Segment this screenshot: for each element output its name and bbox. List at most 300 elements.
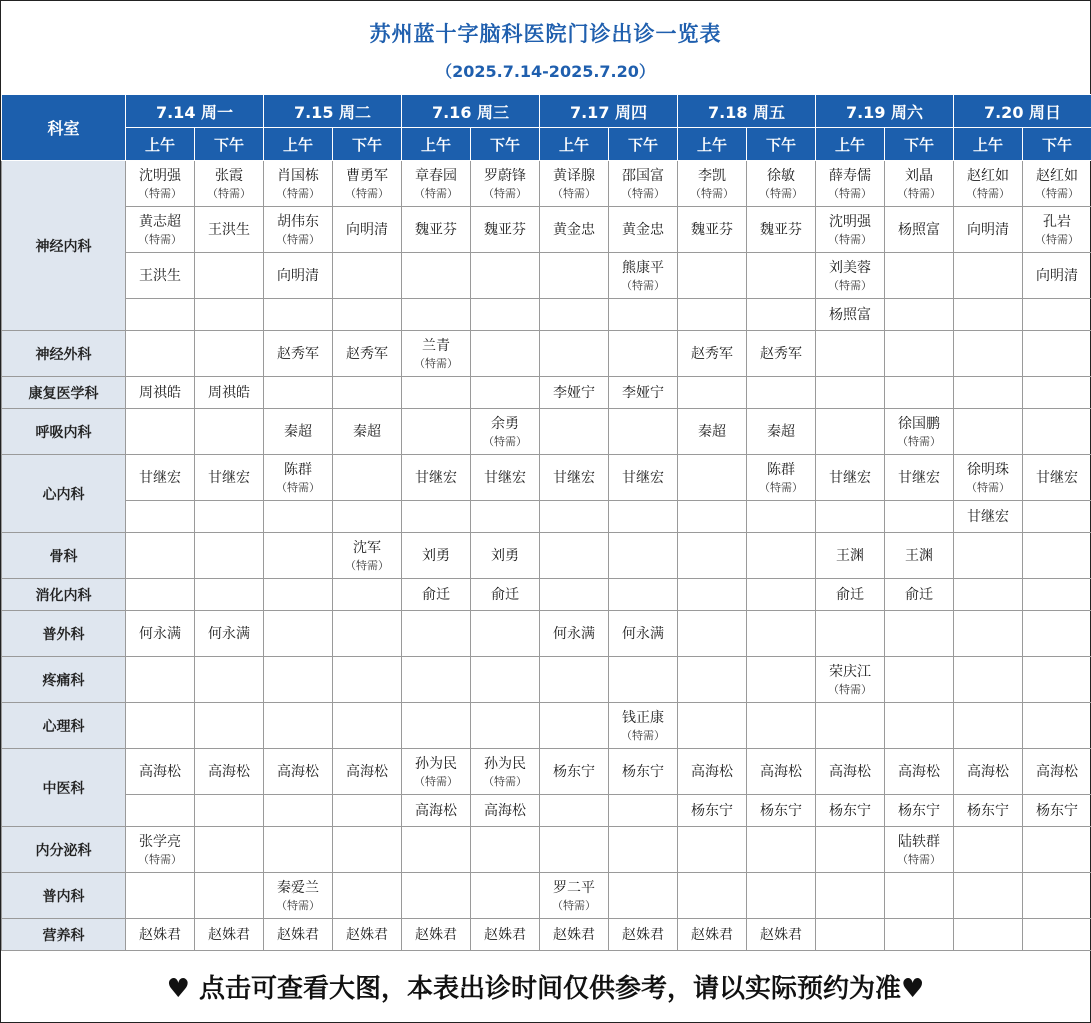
department-name: 营养科 [2,919,126,951]
day-header: 7.19 周六 [816,95,954,128]
schedule-cell [609,579,678,611]
schedule-cell [954,703,1023,749]
schedule-cell [402,377,471,409]
department-name: 骨科 [2,533,126,579]
special-clinic-tag: （特需） [276,232,320,246]
schedule-cell [885,377,954,409]
day-header-row [2,95,1091,128]
doctor-name: 向明清 [1036,267,1078,284]
schedule-cell [885,827,954,873]
special-clinic-tag: （特需） [483,774,527,788]
doctor-name: 赵姝君 [277,926,319,943]
schedule-cell [678,377,747,409]
doctor-name: 甘继宏 [208,469,250,486]
doctor-name: 甘继宏 [139,469,181,486]
schedule-cell [540,827,609,873]
special-clinic-tag: （特需） [690,186,734,200]
doctor-name: 杨东宁 [1036,802,1078,819]
schedule-cell [402,409,471,455]
schedule-cell [402,207,471,253]
schedule-cell [195,377,264,409]
table-row [2,611,1091,657]
doctor-name: 黄译腺 [553,167,595,184]
schedule-cell [471,919,540,951]
schedule-cell [678,657,747,703]
doctor-name: 兰青 [422,337,450,354]
doctor-name: 俞迁 [905,586,933,603]
special-clinic-tag: （特需） [138,852,182,866]
special-clinic-tag: （特需） [552,898,596,912]
schedule-cell [402,657,471,703]
morning-header: 上午 [264,128,333,161]
special-clinic-tag: （特需） [828,278,872,292]
doctor-name: 杨东宁 [622,763,664,780]
schedule-cell [402,299,471,331]
schedule-cell [1023,579,1091,611]
doctor-name: 曹勇军 [346,167,388,184]
doctor-name: 俞迁 [422,586,450,603]
doctor-name: 孙为民 [484,755,526,772]
department-name: 中医科 [2,749,126,827]
special-clinic-tag: （特需） [552,186,596,200]
schedule-cell [333,299,402,331]
schedule-cell [885,749,954,795]
doctor-name: 高海松 [415,802,457,819]
schedule-cell [747,455,816,501]
doctor-name: 肖国栋 [277,167,319,184]
schedule-cell [678,703,747,749]
schedule-cell [126,703,195,749]
doctor-name: 杨照富 [829,306,871,323]
schedule-cell [609,657,678,703]
day-header: 7.17 周四 [540,95,678,128]
schedule-cell [195,749,264,795]
schedule-cell [609,409,678,455]
table-row [2,579,1091,611]
schedule-cell [540,795,609,827]
special-clinic-tag: （特需） [414,774,458,788]
schedule-cell [540,161,609,207]
schedule-cell [333,455,402,501]
schedule-cell [126,377,195,409]
doctor-name: 罗二平 [553,879,595,896]
schedule-cell [816,919,885,951]
special-clinic-tag: （特需） [966,186,1010,200]
schedule-cell [126,207,195,253]
special-clinic-tag: （特需） [1035,186,1079,200]
doctor-name: 薛寿儒 [829,167,871,184]
schedule-cell [885,611,954,657]
schedule-cell [954,161,1023,207]
schedule-cell [747,657,816,703]
doctor-name: 李娅宁 [622,384,664,401]
doctor-name: 向明清 [277,267,319,284]
schedule-cell [264,703,333,749]
schedule-cell [1023,501,1091,533]
schedule-cell [1023,873,1091,919]
doctor-name: 周祺皓 [208,384,250,401]
schedule-cell [126,161,195,207]
schedule-cell [471,207,540,253]
schedule-cell [747,827,816,873]
doctor-name: 赵姝君 [139,926,181,943]
schedule-cell [816,749,885,795]
schedule-cell [954,749,1023,795]
doctor-name: 王洪生 [139,267,181,284]
schedule-cell [471,795,540,827]
doctor-name: 何永满 [553,625,595,642]
schedule-cell [609,377,678,409]
schedule-cell [816,299,885,331]
schedule-cell [747,161,816,207]
schedule-cell [816,409,885,455]
schedule-cell [1023,331,1091,377]
schedule-cell [885,533,954,579]
schedule-cell [264,579,333,611]
schedule-cell [885,455,954,501]
doctor-name: 刘晶 [905,167,933,184]
doctor-name: 杨东宁 [553,763,595,780]
schedule-cell [195,455,264,501]
table-body [2,161,1091,951]
doctor-name: 张学亮 [139,833,181,850]
schedule-cell [747,409,816,455]
special-clinic-tag: （特需） [345,558,389,572]
schedule-cell [126,533,195,579]
schedule-cell [954,579,1023,611]
special-clinic-tag: （特需） [966,480,1010,494]
schedule-cell [1023,253,1091,299]
department-name: 消化内科 [2,579,126,611]
doctor-name: 赵秀军 [277,345,319,362]
doctor-name: 李凯 [698,167,726,184]
schedule-cell [402,331,471,377]
morning-header: 上午 [678,128,747,161]
doctor-name: 高海松 [898,763,940,780]
doctor-name: 何永满 [139,625,181,642]
doctor-name: 徐明珠 [967,461,1009,478]
schedule-cell [609,299,678,331]
special-clinic-tag: （特需） [621,186,665,200]
schedule-cell [954,873,1023,919]
schedule-cell [1023,161,1091,207]
schedule-cell [609,331,678,377]
schedule-cell [471,703,540,749]
schedule-cell [264,207,333,253]
table-row [2,703,1091,749]
schedule-cell [333,657,402,703]
schedule-cell [747,533,816,579]
doctor-name: 赵姝君 [484,926,526,943]
schedule-cell [540,533,609,579]
schedule-cell [126,827,195,873]
doctor-name: 沈明强 [139,167,181,184]
doctor-name: 赵红如 [967,167,1009,184]
doctor-name: 刘美蓉 [829,259,871,276]
schedule-cell [471,749,540,795]
schedule-cell [1023,611,1091,657]
afternoon-header: 下午 [195,128,264,161]
special-clinic-tag: （特需） [621,728,665,742]
schedule-cell [1023,533,1091,579]
department-name: 疼痛科 [2,657,126,703]
schedule-cell [885,919,954,951]
schedule-cell [747,795,816,827]
schedule-cell [816,827,885,873]
schedule-cell [885,161,954,207]
schedule-cell [609,795,678,827]
schedule-cell [333,253,402,299]
schedule-cell [678,827,747,873]
schedule-cell [678,299,747,331]
department-name: 内分泌科 [2,827,126,873]
schedule-cell [471,657,540,703]
table-row [2,409,1091,455]
title-block [1,1,1090,93]
doctor-name: 章春园 [415,167,457,184]
special-clinic-tag: （特需） [483,186,527,200]
schedule-cell [264,749,333,795]
schedule-cell [678,331,747,377]
afternoon-header: 下午 [1023,128,1091,161]
schedule-cell [333,919,402,951]
doctor-name: 沈明强 [829,213,871,230]
doctor-name: 赵姝君 [208,926,250,943]
schedule-cell [264,873,333,919]
table-row [2,299,1091,331]
schedule-cell [678,533,747,579]
schedule-cell [126,579,195,611]
schedule-cell [678,873,747,919]
schedule-cell [264,827,333,873]
doctor-name: 高海松 [277,763,319,780]
clinic-schedule-table [1,94,1091,951]
schedule-cell [954,331,1023,377]
schedule-cell [126,501,195,533]
schedule-cell [126,795,195,827]
doctor-name: 魏亚芬 [760,221,802,238]
doctor-name: 杨照富 [898,221,940,238]
schedule-cell [954,611,1023,657]
schedule-cell [954,253,1023,299]
schedule-cell [471,455,540,501]
schedule-cell [678,579,747,611]
schedule-cell [126,299,195,331]
day-header: 7.15 周二 [264,95,402,128]
schedule-cell [540,501,609,533]
special-clinic-tag: （特需） [345,186,389,200]
special-clinic-tag: （特需） [759,186,803,200]
department-name: 普外科 [2,611,126,657]
schedule-cell [816,611,885,657]
schedule-cell [471,331,540,377]
doctor-name: 邵国富 [622,167,664,184]
table-row [2,657,1091,703]
schedule-cell [540,703,609,749]
schedule-cell [195,409,264,455]
schedule-cell [954,299,1023,331]
schedule-cell [1023,795,1091,827]
schedule-cell [954,455,1023,501]
special-clinic-tag: （特需） [828,186,872,200]
schedule-cell [333,207,402,253]
schedule-cell [402,611,471,657]
schedule-cell [747,749,816,795]
schedule-cell [540,611,609,657]
table-row [2,207,1091,253]
doctor-name: 高海松 [967,763,1009,780]
schedule-cell [126,657,195,703]
doctor-name: 秦超 [698,423,726,440]
schedule-cell [540,579,609,611]
schedule-cell [126,611,195,657]
schedule-cell [747,253,816,299]
schedule-cell [609,455,678,501]
schedule-cell [333,579,402,611]
schedule-cell [609,533,678,579]
doctor-name: 高海松 [1036,763,1078,780]
schedule-cell [540,299,609,331]
morning-header: 上午 [954,128,1023,161]
schedule-cell [747,873,816,919]
schedule-cell [678,253,747,299]
doctor-name: 魏亚芬 [484,221,526,238]
schedule-cell [885,207,954,253]
special-clinic-tag: （特需） [828,682,872,696]
doctor-name: 荣庆江 [829,663,871,680]
schedule-cell [471,501,540,533]
schedule-cell [609,703,678,749]
schedule-cell [333,703,402,749]
schedule-cell [126,253,195,299]
schedule-cell [264,501,333,533]
schedule-cell [471,377,540,409]
table-row [2,919,1091,951]
doctor-name: 向明清 [967,221,1009,238]
department-name: 心内科 [2,455,126,533]
table-header [2,95,1091,161]
schedule-cell [816,253,885,299]
doctor-name: 高海松 [346,763,388,780]
doctor-name: 周祺皓 [139,384,181,401]
schedule-cell [264,331,333,377]
schedule-cell [195,533,264,579]
schedule-cell [540,873,609,919]
schedule-cell [747,919,816,951]
dept-column-header: 科室 [2,95,126,161]
schedule-cell [333,501,402,533]
department-name: 神经内科 [2,161,126,331]
schedule-cell [747,331,816,377]
doctor-name: 赵秀军 [346,345,388,362]
doctor-name: 甘继宏 [898,469,940,486]
schedule-cell [609,827,678,873]
doctor-name: 高海松 [208,763,250,780]
schedule-cell [540,409,609,455]
schedule-cell [954,501,1023,533]
schedule-cell [195,299,264,331]
doctor-name: 秦爱兰 [277,879,319,896]
schedule-cell [885,795,954,827]
afternoon-header: 下午 [609,128,678,161]
schedule-cell [747,377,816,409]
schedule-cell [885,253,954,299]
morning-header: 上午 [402,128,471,161]
doctor-name: 李娅宁 [553,384,595,401]
day-header: 7.16 周三 [402,95,540,128]
schedule-cell [195,331,264,377]
schedule-cell [816,795,885,827]
schedule-cell [126,331,195,377]
table-row [2,827,1091,873]
schedule-cell [471,253,540,299]
schedule-cell [678,501,747,533]
special-clinic-tag: （特需） [414,356,458,370]
afternoon-header: 下午 [333,128,402,161]
doctor-name: 秦超 [767,423,795,440]
doctor-name: 黄志超 [139,213,181,230]
morning-header: 上午 [126,128,195,161]
schedule-cell [816,703,885,749]
department-name: 心理科 [2,703,126,749]
footer-notice[interactable]: ♥ 点击可查看大图，本表出诊时间仅供参考，请以实际预约为准♥ [166,974,925,1004]
special-clinic-tag: （特需） [276,898,320,912]
doctor-name: 高海松 [139,763,181,780]
doctor-name: 甘继宏 [622,469,664,486]
doctor-name: 杨东宁 [829,802,871,819]
schedule-cell [1023,409,1091,455]
schedule-cell [1023,657,1091,703]
schedule-cell [885,299,954,331]
doctor-name: 陈群 [767,461,795,478]
doctor-name: 赵姝君 [415,926,457,943]
schedule-cell [1023,703,1091,749]
schedule-cell [609,919,678,951]
schedule-cell [678,611,747,657]
doctor-name: 甘继宏 [967,508,1009,525]
schedule-cell [1023,207,1091,253]
day-header: 7.20 周日 [954,95,1091,128]
schedule-cell [885,409,954,455]
schedule-cell [195,703,264,749]
doctor-name: 孔岩 [1043,213,1071,230]
schedule-cell [195,501,264,533]
doctor-name: 杨东宁 [898,802,940,819]
schedule-cell [264,455,333,501]
schedule-cell [195,161,264,207]
schedule-cell [402,579,471,611]
schedule-cell [816,207,885,253]
table-row [2,533,1091,579]
doctor-name: 俞迁 [836,586,864,603]
doctor-name: 魏亚芬 [691,221,733,238]
schedule-cell [264,409,333,455]
schedule-cell [954,207,1023,253]
special-clinic-tag: （特需） [483,434,527,448]
doctor-name: 高海松 [691,763,733,780]
schedule-cell [954,409,1023,455]
schedule-cell [1023,749,1091,795]
schedule-cell [333,611,402,657]
doctor-name: 向明清 [346,221,388,238]
schedule-cell [816,455,885,501]
doctor-name: 赵红如 [1036,167,1078,184]
special-clinic-tag: （特需） [897,434,941,448]
morning-header: 上午 [540,128,609,161]
schedule-cell [954,377,1023,409]
doctor-name: 高海松 [829,763,871,780]
doctor-name: 甘继宏 [1036,469,1078,486]
